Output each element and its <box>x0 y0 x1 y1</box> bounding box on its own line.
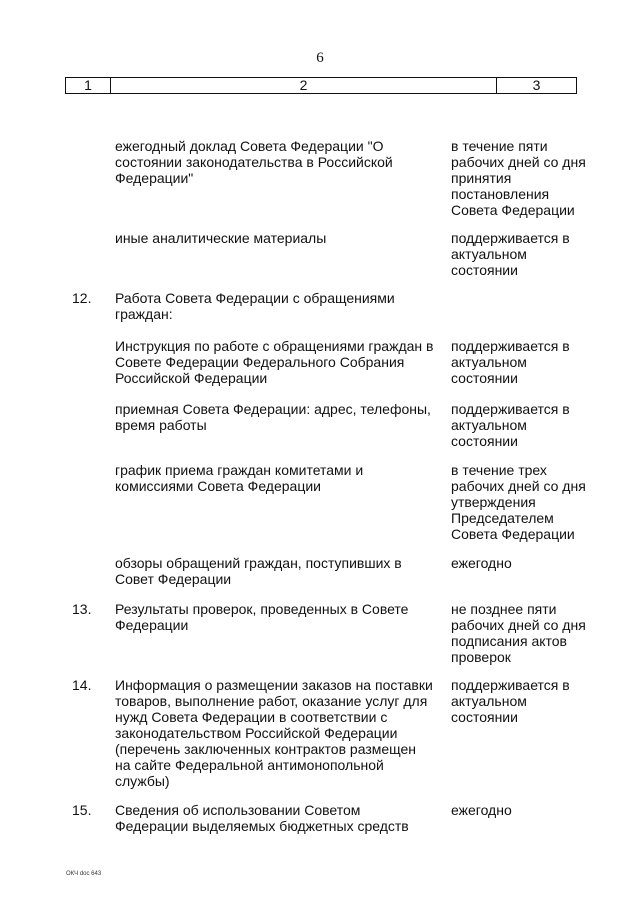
row-description: ежегодный доклад Совета Федерации "О состоянии законодательства в Российской Федерации" <box>115 138 393 186</box>
row-number: 14. <box>72 677 92 693</box>
row-description: обзоры обращений граждан, поступивших в Совет Федерации <box>115 555 402 587</box>
row-term: не позднее пяти рабочих дней со дня подписания актов проверок <box>451 601 586 665</box>
row-term: поддерживается в актуальном состоянии <box>451 230 570 278</box>
row-term: поддерживается в актуальном состоянии <box>451 677 570 725</box>
row-term: поддерживается в актуальном состоянии <box>451 401 570 449</box>
row-term: в течение трех рабочих дней со дня утверждения Председателем Совета Федерации <box>451 462 586 542</box>
row-description: график приема граждан комитетами и комиссиями Совета Федерации <box>115 462 364 494</box>
column-header-2: 2 <box>111 78 497 93</box>
row-number: 15. <box>72 802 92 818</box>
column-header <box>65 77 577 94</box>
row-description: приемная Совета Федерации: адрес, телефоны, время работы <box>115 401 431 433</box>
row-description: Работа Совета Федерации с обращениями граждан: <box>115 290 395 322</box>
row-description: Информация о размещении заказов на поставки товаров, выполнение работ, оказание услуг для нужд Совета Федерации в соответствии с законодательством Российской Федерации (перечень заключенных контрактов размещен на сайте Федеральной антимонопольной службы) <box>115 677 433 789</box>
row-term: ежегодно <box>451 555 512 571</box>
row-description: Инструкция по работе с обращениями граждан в Совете Федерации Федерального Собрания Российской Федерации <box>115 338 434 386</box>
page-number: 6 <box>316 50 324 66</box>
row-number: 12. <box>72 290 92 306</box>
row-description: Сведения об использовании Советом Федерации выделяемых бюджетных средств <box>115 802 409 834</box>
row-description: Результаты проверок, проведенных в Совете Федерации <box>115 601 409 633</box>
row-description: иные аналитические материалы <box>115 230 327 246</box>
column-header-1: 1 <box>66 78 111 93</box>
row-term: в течение пяти рабочих дней со дня принятия постановления Совета Федерации <box>451 138 586 218</box>
row-number: 13. <box>72 601 92 617</box>
column-header-3: 3 <box>532 77 541 93</box>
row-term: ежегодно <box>451 802 512 818</box>
row-term: поддерживается в актуальном состоянии <box>451 338 570 386</box>
footer-code: ОКЧ doc 643 <box>66 871 102 877</box>
